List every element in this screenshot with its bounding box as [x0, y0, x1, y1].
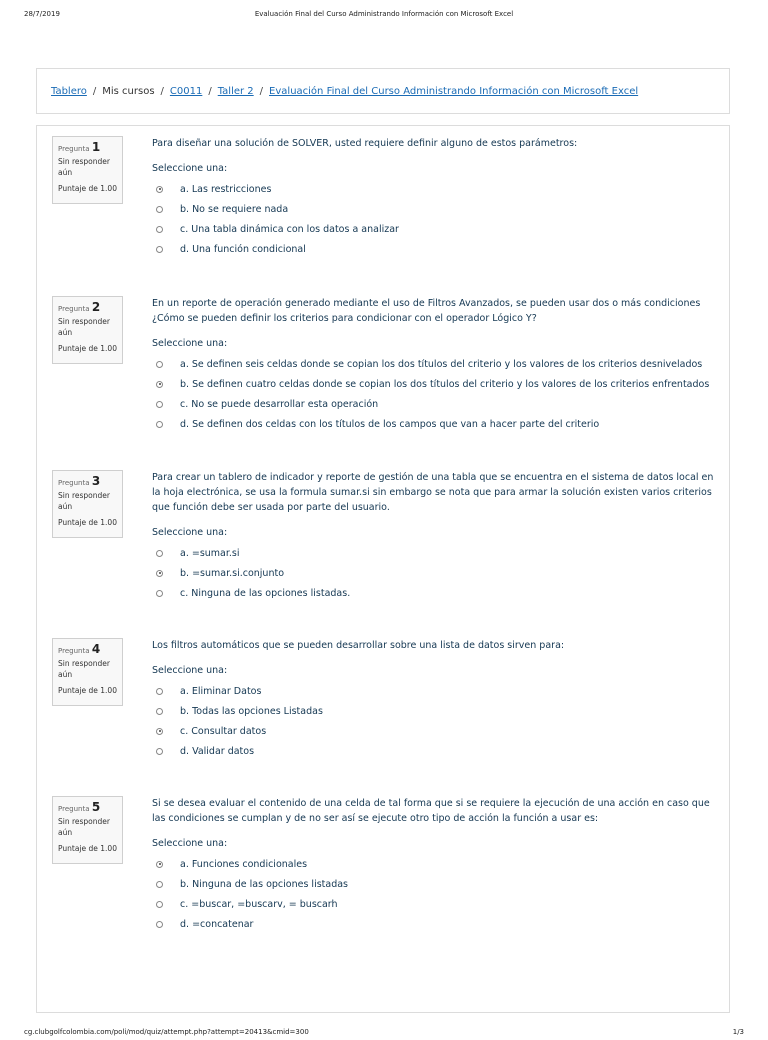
- question-label: Pregunta: [58, 145, 90, 153]
- question-state: Sin responder aún: [58, 317, 110, 337]
- question-number: 4: [91, 642, 101, 656]
- question-state: Sin responder aún: [58, 491, 110, 511]
- answer-label: c. No se puede desarrollar esta operación: [180, 398, 379, 410]
- radio-unchecked-icon[interactable]: [156, 708, 163, 715]
- radio-checked-icon[interactable]: [156, 186, 163, 193]
- question-body: [152, 296, 714, 434]
- print-url: cg.clubgolfcolombia.com/poli/mod/quiz/attempt.php?attempt=20413&cmid=300: [24, 1028, 309, 1036]
- question-score: Puntaje de 1.00: [58, 184, 117, 193]
- radio-unchecked-icon[interactable]: [156, 206, 163, 213]
- answer-label: b. Ninguna de las opciones listadas: [180, 878, 349, 890]
- question-state: Sin responder aún: [58, 157, 110, 177]
- answer-label: b. Todas las opciones Listadas: [180, 705, 323, 717]
- answer-option[interactable]: [152, 583, 714, 603]
- answer-list: [152, 681, 714, 761]
- answer-option[interactable]: [152, 854, 714, 874]
- question-text: En un reporte de operación generado mediante el uso de Filtros Avanzados, se pueden usar dos o más condiciones ¿Cómo se pueden definir los criterios para condicionar con el operador Lógico Y?: [152, 298, 701, 324]
- answer-label: b. =sumar.si.conjunto: [180, 567, 285, 579]
- answer-label: d. Validar datos: [180, 745, 255, 757]
- answer-option[interactable]: [152, 701, 714, 721]
- answer-label: a. Las restricciones: [180, 183, 272, 195]
- print-title: Evaluación Final del Curso Administrando Información con Microsoft Excel: [254, 10, 514, 18]
- answer-option[interactable]: [152, 741, 714, 761]
- question-body: [152, 638, 714, 761]
- answer-label: d. Una función condicional: [180, 243, 306, 255]
- answer-label: d. =concatenar: [180, 918, 254, 930]
- answer-list: [152, 354, 714, 434]
- question-label: Pregunta: [58, 305, 90, 313]
- select-one-prompt: Seleccione una:: [152, 163, 228, 174]
- radio-unchecked-icon[interactable]: [156, 246, 163, 253]
- answer-option[interactable]: [152, 199, 714, 219]
- breadcrumb-mis-cursos: Mis cursos: [102, 85, 155, 97]
- print-date: 28/7/2019: [24, 10, 60, 18]
- breadcrumb-quiz[interactable]: Evaluación Final del Curso Administrando Información con Microsoft Excel: [269, 85, 639, 97]
- question-text: Para diseñar una solución de SOLVER, usted requiere definir alguno de estos parámetros:: [152, 138, 578, 149]
- question-body: [152, 470, 714, 603]
- question-body: [152, 796, 714, 934]
- answer-option[interactable]: [152, 219, 714, 239]
- radio-unchecked-icon[interactable]: [156, 881, 163, 888]
- answer-list: [152, 543, 714, 603]
- question-info-box: [52, 296, 123, 364]
- question-score: Puntaje de 1.00: [58, 344, 117, 353]
- question-text: Los filtros automáticos que se pueden desarrollar sobre una lista de datos sirven para:: [152, 640, 565, 651]
- radio-unchecked-icon[interactable]: [156, 590, 163, 597]
- question-score: Puntaje de 1.00: [58, 844, 117, 853]
- select-one-prompt: Seleccione una:: [152, 665, 228, 676]
- answer-label: d. Se definen dos celdas con los títulos de los campos que van a hacer parte del criterio: [180, 418, 600, 430]
- question-label: Pregunta: [58, 647, 90, 655]
- answer-option[interactable]: [152, 874, 714, 894]
- breadcrumb-taller[interactable]: Taller 2: [217, 85, 254, 97]
- answer-option[interactable]: [152, 394, 714, 414]
- answer-option[interactable]: [152, 239, 714, 259]
- question-number: 3: [91, 474, 101, 488]
- breadcrumb-course[interactable]: C0011: [169, 85, 203, 97]
- answer-list: [152, 179, 714, 259]
- breadcrumb-separator: /: [259, 85, 264, 97]
- question-text: Si se desea evaluar el contenido de una celda de tal forma que si se requiere la ejecución de una acción en caso que las condiciones se cumplan y de no ser así se ejecute otro tipo de acción la función a usar es:: [152, 798, 710, 824]
- answer-label: b. No se requiere nada: [180, 203, 289, 215]
- answer-label: a. Se definen seis celdas donde se copian los dos títulos del criterio y los valores de los criterios desnivelados: [180, 358, 703, 370]
- radio-unchecked-icon[interactable]: [156, 401, 163, 408]
- radio-checked-icon[interactable]: [156, 861, 163, 868]
- print-page-count: 1/3: [732, 1028, 744, 1036]
- question-score: Puntaje de 1.00: [58, 686, 117, 695]
- answer-option[interactable]: [152, 543, 714, 563]
- question-score: Puntaje de 1.00: [58, 518, 117, 527]
- question-label: Pregunta: [58, 805, 90, 813]
- answer-option[interactable]: [152, 414, 714, 434]
- breadcrumb-separator: /: [160, 85, 164, 97]
- question-state: Sin responder aún: [58, 659, 110, 679]
- answer-label: b. Se definen cuatro celdas donde se copian los dos títulos del criterio y los valores de los criterios enfrentados: [180, 378, 710, 390]
- select-one-prompt: Seleccione una:: [152, 338, 228, 349]
- answer-option[interactable]: [152, 721, 714, 741]
- answer-label: c. Ninguna de las opciones listadas.: [180, 587, 351, 599]
- answer-label: c. =buscar, =buscarv, = buscarh: [180, 898, 338, 910]
- breadcrumb-separator: /: [208, 85, 212, 97]
- breadcrumb-tablero[interactable]: Tablero: [51, 85, 87, 97]
- question-text: Para crear un tablero de indicador y reporte de gestión de una tabla que se encuentra en el sistema de datos local en la hoja electrónica, se usa la formula sumar.si sin embargo se nota que para armar la solución existen varios criterios que función debe ser usada por parte del usuario.: [152, 472, 714, 513]
- breadcrumb: [36, 68, 730, 114]
- answer-list: [152, 854, 714, 934]
- answer-option[interactable]: [152, 374, 714, 394]
- answer-option[interactable]: [152, 914, 714, 934]
- question-number: 2: [91, 300, 101, 314]
- select-one-prompt: Seleccione una:: [152, 527, 228, 538]
- question-info-box: [52, 796, 123, 864]
- answer-label: c. Una tabla dinámica con los datos a analizar: [180, 223, 399, 235]
- radio-unchecked-icon[interactable]: [156, 550, 163, 557]
- answer-label: c. Consultar datos: [180, 725, 267, 737]
- answer-label: a. =sumar.si: [180, 547, 240, 559]
- breadcrumb-separator: /: [92, 85, 97, 97]
- print-footer: [0, 1028, 768, 1040]
- radio-unchecked-icon[interactable]: [156, 226, 163, 233]
- answer-option[interactable]: [152, 563, 714, 583]
- radio-unchecked-icon[interactable]: [156, 361, 163, 368]
- answer-option[interactable]: [152, 681, 714, 701]
- radio-unchecked-icon[interactable]: [156, 688, 163, 695]
- question-number: 5: [91, 800, 101, 814]
- question-label: Pregunta: [58, 479, 90, 487]
- question-number: 1: [91, 140, 101, 154]
- print-header: [0, 10, 768, 24]
- question-info-box: [52, 638, 123, 706]
- quiz-panel: [36, 125, 730, 1013]
- question-info-box: [52, 136, 123, 204]
- radio-unchecked-icon[interactable]: [156, 421, 163, 428]
- radio-checked-icon[interactable]: [156, 728, 163, 735]
- question-state: Sin responder aún: [58, 817, 110, 837]
- question-info-box: [52, 470, 123, 538]
- radio-unchecked-icon[interactable]: [156, 921, 163, 928]
- radio-checked-icon[interactable]: [156, 381, 163, 388]
- radio-checked-icon[interactable]: [156, 570, 163, 577]
- answer-option[interactable]: [152, 179, 714, 199]
- select-one-prompt: Seleccione una:: [152, 838, 228, 849]
- answer-label: a. Eliminar Datos: [180, 685, 262, 697]
- radio-unchecked-icon[interactable]: [156, 748, 163, 755]
- answer-label: a. Funciones condicionales: [180, 858, 308, 870]
- answer-option[interactable]: [152, 894, 714, 914]
- radio-unchecked-icon[interactable]: [156, 901, 163, 908]
- answer-option[interactable]: [152, 354, 714, 374]
- question-body: [152, 136, 714, 259]
